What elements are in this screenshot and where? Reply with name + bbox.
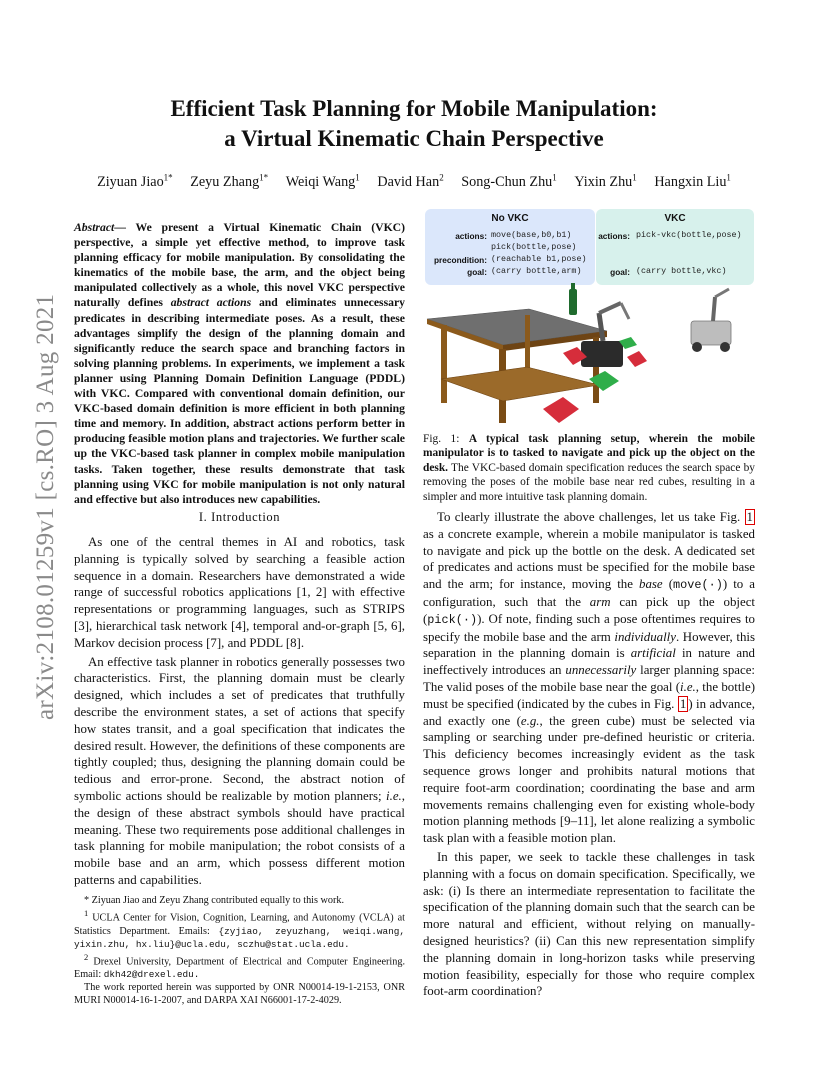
arxiv-identifier: arXiv:2108.01259v1 [cs.RO] 3 Aug 2021 <box>32 293 59 720</box>
right-paragraph-1: To clearly illustrate the above challenges, let us take Fig. 1 as a concrete example, wherein a mobile manipulator is tasked to navigate and pick up the bottle on the desk. A dedicated set of predicates and actions must be specified for the mobile base and the arm; for instance, moving the base (move(·)) to a configuration, such that the arm can pick up the object (pick(·)). Of note, finding such a pose oftentimes requires to specify the mobile base and the arm individually. However, this separation in the planning domain is artificial in nature and ineffectively introduces an unnecessarily larger planning space: The valid poses of the mobile base near the goal (i.e., the bottle) must be specified (indicated by the cubes in Fig. 1 ) in advance, and exactly one (e.g., the green cube) must be selected via sampling or searching under pre-defined heuristic or criteria. This deficiency becomes increasingly evident as the task sequence grows longer and prohibits natural motions that require foot-arm coordination; coordinating the base and arm movements remains challenging even for existing whole-body motion planning methods [9–11], let alone realizing a symbolic task plan with a feasible motion plan. <box>423 510 756 846</box>
author: Weiqi Wang$^1$ <box>285 172 360 190</box>
robot-base-alt <box>691 321 731 345</box>
author: Song-Chun Zhu$^1$ <box>461 172 557 190</box>
abstract: Abstract— We present a Virtual Kinematic Chain (VKC) perspective, a simple yet effective method, to improve task planning efficacy for mobile manipulation. By consolidating the kinematics of the mobile base, the arm, and the object being manipulated collectively as a whole, this novel VKC perspective naturally defines abstract actions and eliminates unnecessary predicates in describing intermediate poses. As a result, these advantages simplify the design of the planning domain and significantly reduce the search space and branching factors in solving planning problems. In experiments, we implement a task planner using Planning Domain Definition Language (PDDL) with VKC. Compared with conventional domain definition, our VKC-based domain definition is more efficient in both planning time and memory. In addition, abstract actions perform better in producing feasible motion plans and trajectories. We further scale up the VKC-based task planner in complex mobile manipulation tasks. Taken together, these results demonstrate that task planning using VKC for mobile manipulation is not only natural and effective but also introduces new capabilities. <box>74 221 406 506</box>
red-cube <box>543 397 579 423</box>
caption-rest: The VKC-based domain specification reduces the search space by removing the poses of the mobile base near red cubes, resulting in a simpler and more intuitive task planning domain. <box>423 461 755 503</box>
caption-label: Fig. 1: <box>423 433 469 445</box>
author: Zeyu Zhang$^{1*}$ <box>190 172 269 190</box>
red-cube <box>627 351 647 367</box>
paper-title <box>100 94 728 154</box>
robot-arm-alt <box>715 289 729 297</box>
footnote-equal-contribution: * Ziyuan Jiao and Zeyu Zhang contributed equally to this work. <box>84 895 345 906</box>
novkc-action-pick: pick(bottle,pose) <box>491 242 577 252</box>
novkc-goal: (carry bottle,arm) <box>491 266 582 276</box>
introduction-body <box>74 534 405 891</box>
author: Ziyuan Jiao$^{1*}$ <box>97 172 173 190</box>
robot-wheel <box>692 342 702 352</box>
right-column-body <box>423 509 755 1002</box>
bottle-neck <box>571 283 575 291</box>
author: Hangxin Liu$^1$ <box>654 172 731 190</box>
figure-1-caption <box>423 432 755 504</box>
novkc-title: No VKC <box>491 213 529 224</box>
footnotes <box>74 894 405 1008</box>
robot-arm <box>599 303 621 313</box>
vkc-goal-label: goal: <box>610 267 630 277</box>
table-leg <box>441 325 447 403</box>
robot-arm-alt <box>713 297 715 321</box>
robot-arm <box>621 303 629 319</box>
novkc-precondition: (reachable b1,pose) <box>491 254 587 264</box>
bottle <box>569 289 577 315</box>
novkc-actions-label: actions: <box>455 231 487 241</box>
vkc-title: VKC <box>664 213 686 224</box>
table-shelf <box>441 367 599 401</box>
intro-paragraph-1: As one of the central themes in AI and robotics, task planning is typically solved by searching a feasible action sequence in a domain. Researchers have demonstrated a wide range of successful robotics applications [1, 2] with effective representations or programming languages, such as STRIPS [3], hierarchical task network [4], temporal and-or-graph [5, 6], Markov decision process [7], and PDDL [8]. <box>74 535 405 650</box>
title-line-2: a Virtual Kinematic Chain Perspective <box>224 126 604 151</box>
novkc-box <box>425 209 595 285</box>
footnote-drexel: $^2$ Drexel University, Department of Electrical and Computer Engineering. Email: dkh42@drexel.edu. <box>74 951 405 981</box>
figure-reference-link[interactable]: 1 <box>679 696 687 711</box>
footnote-ucla: $^1$ UCLA Center for Vision, Cognition, Learning, and Autonomy (VCLA) at Statistics Department. Emails: {zyjiao, zeyuzhang, weiqi.wang, yixin.zhu, hx.liu}@ucla.edu, sczhu@stat.ucla.edu. <box>74 908 405 950</box>
caption-bold: A typical task planning setup, wherein the mobile manipulator is to tasked to navigate and pick up the object on the desk. <box>423 433 755 474</box>
novkc-precondition-label: precondition: <box>433 255 487 265</box>
figure-1 <box>423 207 755 431</box>
right-paragraph-2: In this paper, we seek to tackle these challenges in task planning with a focus on domain specification. Specifically, we ask: (i) Is there an intermediate representation to facilitate the specification of the planning domain such that the search can be more natural and efficient, without relying on manually-designed heuristics? (ii) Can this new representation simplify the planning domain in long-horizon tasks while preserving motion feasibility, especially for those who require complex foot-arm coordination? <box>423 849 755 999</box>
vkc-actions-label: actions: <box>598 231 630 241</box>
robot-base <box>581 341 623 367</box>
robot-wheel <box>720 342 730 352</box>
title-line-1: Efficient Task Planning for Mobile Manipulation: <box>170 96 658 121</box>
intro-paragraph-2: An effective task planner in robotics generally possesses two characteristics. First, the planning domain must be clearly designed, which includes a set of predicates that truthfully describe the environment states, a set of actions that specify how states transit, and a goal specification that indicates the desired result. However, the definitions of these components are tightly coupled; thus, designing the planning domain could be tedious and error-prone. Second, the abstract notion of symbolic actions should be realizable by motion planners; i.e., the design of these abstract symbols should have practical meaning. These two requirements pose additional challenges in task planning for mobile manipulation; the robot consists of a mobile base and an arm, which possess different motion patterns and capabilities. <box>74 654 405 887</box>
author: Yixin Zhu$^1$ <box>574 172 637 190</box>
footnote-funding: The work reported herein was supported by ONR N00014-19-1-2153, ONR MURI N00014-16-1-2007, and DARPA XAI N66001-17-2-4029. <box>74 982 405 1007</box>
section-heading-introduction: I. Introduction <box>198 510 281 524</box>
vkc-box <box>596 209 754 285</box>
abstract-label: Abstract <box>74 221 115 234</box>
author-list <box>70 172 758 191</box>
figure-reference-link[interactable]: 1 <box>746 510 753 524</box>
author: David Han$^2$ <box>377 172 444 190</box>
vkc-action: pick-vkc(bottle,pose) <box>636 230 742 240</box>
novkc-goal-label: goal: <box>467 267 487 277</box>
scene-illustration <box>423 283 755 431</box>
novkc-action-move: move(base,b0,b1) <box>491 230 572 240</box>
vkc-goal: (carry bottle,vkc) <box>636 266 727 276</box>
